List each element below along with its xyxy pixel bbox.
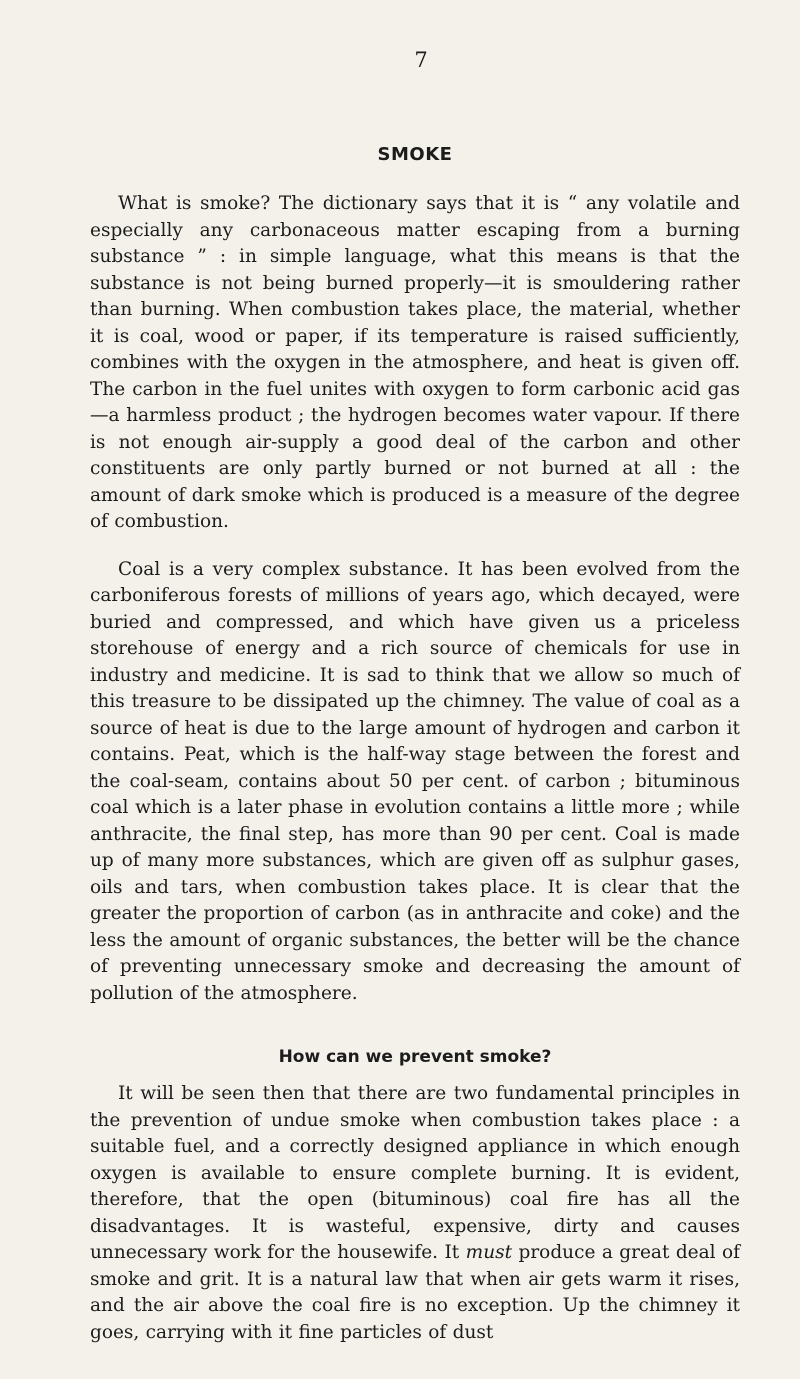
section-title: SMOKE [377, 144, 453, 165]
paragraph-3 [90, 1081, 740, 1346]
subheading: How can we prevent smoke? [278, 1047, 552, 1067]
paragraph-3-emphasis: must [465, 1242, 513, 1263]
page-number: 7 [414, 48, 428, 72]
paragraph-1: What is smoke? The dictionary says that it is “ any volatile and especially any carbonaceous matter escaping from a burning substance ” : in simple language, what this means is that the substance is not being burned properly—it is smouldering rather than burning. When combustion takes place, the material, whether it is coal, wood or paper, if its temperature is raised sufficiently, combines with the oxygen in the atmosphere, and heat is given off. The carbon in the fuel unites with oxygen to form carbonic acid gas—a harmless product ; the hydrogen becomes water vapour. If there is not enough air-supply a good deal of the carbon and other constituents are only partly burned or not burned at all : the amount of dark smoke which is produced is a measure of the degree of combustion. [90, 193, 740, 532]
paragraph-3-text-b: produce a great deal of smoke and grit. It is a natural law that when air gets warm it rises, and the air above the coal fire is no exception. Up the chimney it goes, carrying with it fine particles of dust [90, 1242, 740, 1343]
paragraph-3-text-a: It will be seen then that there are two fundamental principles in the prevention of undue smoke when combustion takes place : a suitable fuel, and a correctly designed appliance in which enough oxygen is available to ensure complete burning. It is evident, therefore, that the open (bituminous) coal fire has all the disadvantages. It is wasteful, expensive, dirty and causes unnecessary work for the housewife. It [90, 1083, 740, 1263]
paragraph-2: Coal is a very complex substance. It has been evolved from the carboniferous forests of millions of years ago, which decayed, were buried and compressed, and which have given us a priceless storehouse of energy and a rich source of chemicals for use in industry and medicine. It is sad to think that we allow so much of this treasure to be dissipated up the chimney. The value of coal as a source of heat is due to the large amount of hydrogen and carbon it contains. Peat, which is the half-way stage between the forest and the coal-seam, contains about 50 per cent. of carbon ; bituminous coal which is a later phase in evolution contains a little more ; while anthracite, the final step, has more than 90 per cent. Coal is made up of many more substances, which are given off as sulphur gases, oils and tars, when combustion takes place. It is clear that the greater the proportion of carbon (as in anthracite and coke) and the less the amount of organic substances, the better will be the chance of preventing unnecessary smoke and decreasing the amount of pollution of the atmosphere. [90, 558, 740, 1004]
document-page [90, 48, 740, 1346]
